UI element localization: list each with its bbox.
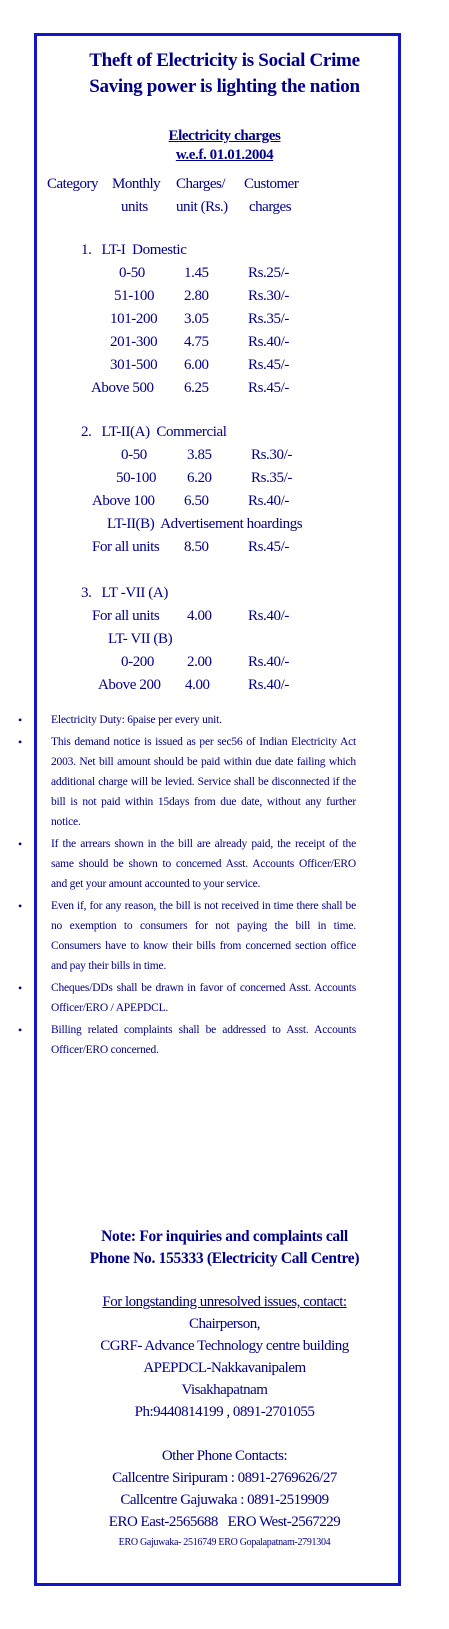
contact-line: Chairperson, bbox=[188, 1316, 261, 1332]
rate: 2.00 bbox=[187, 654, 212, 670]
rate: 6.50 bbox=[184, 493, 209, 509]
contact-line: ERO East-2565688 ERO West-2567229 bbox=[108, 1514, 341, 1530]
headline-line-1: Theft of Electricity is Social Crime bbox=[89, 50, 360, 71]
other-contacts-heading: Other Phone Contacts: bbox=[161, 1448, 288, 1464]
bullet-icon: • bbox=[18, 735, 23, 749]
rate: 2.80 bbox=[184, 288, 209, 304]
call-note-line-2: Phone No. 155333 (Electricity Call Centre) bbox=[89, 1250, 360, 1267]
headline-line-2: Saving power is lighting the nation bbox=[89, 76, 360, 97]
contact-line: Callcentre Gajuwaka : 0891-2519909 bbox=[120, 1492, 329, 1508]
contact-line: APEPDCL-Nakkavanipalem bbox=[143, 1360, 306, 1376]
note-item bbox=[16, 896, 356, 976]
note-text: If the arrears shown in the bill are already paid, the receipt of the same should be shown to concerned Asst. Accounts Officer/ERO and get your amount accounted to your service. bbox=[51, 838, 356, 890]
rate: 6.00 bbox=[184, 357, 209, 373]
group-subtitle: LT-II(B) Advertisement hoardings bbox=[107, 516, 303, 532]
customer-charge: Rs.40/- bbox=[248, 608, 289, 624]
header-customer-charges: charges bbox=[249, 199, 292, 215]
units: For all units bbox=[92, 608, 160, 624]
header-units: units bbox=[121, 199, 148, 215]
rate: 1.45 bbox=[184, 265, 209, 281]
group-subtitle: LT- VII (B) bbox=[108, 631, 173, 647]
units: Above 100 bbox=[92, 493, 155, 509]
contact-line: Visakhapatnam bbox=[181, 1382, 268, 1398]
note-item bbox=[16, 710, 356, 730]
note-item bbox=[16, 732, 356, 832]
rate: 6.25 bbox=[184, 380, 209, 396]
rate: 4.00 bbox=[185, 677, 210, 693]
units: Above 500 bbox=[91, 380, 154, 396]
rate: 3.85 bbox=[187, 447, 212, 463]
contact-line: CGRF- Advance Technology centre building bbox=[100, 1338, 349, 1354]
header-unit-rs: unit (Rs.) bbox=[176, 199, 228, 215]
group-title: 1. LT-I Domestic bbox=[81, 242, 187, 258]
rate: 6.20 bbox=[187, 470, 212, 486]
units: 50-100 bbox=[116, 470, 157, 486]
customer-charge: Rs.30/- bbox=[248, 288, 289, 304]
header-customer: Customer bbox=[244, 176, 299, 192]
customer-charge: Rs.35/- bbox=[251, 470, 292, 486]
rate: 4.00 bbox=[187, 608, 212, 624]
note-text: Billing related complaints shall be addressed to Asst. Accounts Officer/ERO concerned. bbox=[51, 1024, 356, 1056]
customer-charge: Rs.40/- bbox=[248, 654, 289, 670]
note-text: Cheques/DDs shall be drawn in favor of concerned Asst. Accounts Officer/ERO / APEPDCL. bbox=[51, 982, 356, 1014]
header-charges: Charges/ bbox=[176, 176, 226, 192]
bullet-icon: • bbox=[18, 713, 23, 727]
note-item bbox=[16, 834, 356, 894]
units: 201-300 bbox=[110, 334, 158, 350]
notes-list bbox=[16, 710, 356, 1062]
customer-charge: Rs.25/- bbox=[248, 265, 289, 281]
header-monthly: Monthly bbox=[112, 176, 161, 192]
bullet-icon: • bbox=[18, 981, 23, 995]
units: 0-50 bbox=[119, 265, 145, 281]
customer-charge: Rs.35/- bbox=[248, 311, 289, 327]
units: 51-100 bbox=[114, 288, 155, 304]
customer-charge: Rs.40/- bbox=[248, 677, 289, 693]
customer-charge: Rs.30/- bbox=[251, 447, 292, 463]
customer-charge: Rs.45/- bbox=[248, 539, 289, 555]
customer-charge: Rs.40/- bbox=[248, 334, 289, 350]
bullet-icon: • bbox=[18, 1023, 23, 1037]
group-title: 3. LT -VII (A) bbox=[81, 585, 168, 601]
rate: 3.05 bbox=[184, 311, 209, 327]
note-text: Electricity Duty: 6paise per every unit. bbox=[51, 714, 222, 726]
customer-charge: Rs.40/- bbox=[248, 493, 289, 509]
units: 101-200 bbox=[110, 311, 158, 327]
units: For all units bbox=[92, 539, 160, 555]
group-title: 2. LT-II(A) Commercial bbox=[81, 424, 227, 440]
rate: 4.75 bbox=[184, 334, 209, 350]
call-note-line-1: Note: For inquiries and complaints call bbox=[101, 1228, 348, 1245]
note-item bbox=[16, 1020, 356, 1060]
note-item bbox=[16, 978, 356, 1018]
units: 0-50 bbox=[121, 447, 147, 463]
charges-effective-date: w.e.f. 01.01.2004 bbox=[175, 147, 274, 163]
customer-charge: Rs.45/- bbox=[248, 357, 289, 373]
rate: 8.50 bbox=[184, 539, 209, 555]
contact-line: Ph:9440814199 , 0891-2701055 bbox=[134, 1404, 315, 1420]
contact-line: Callcentre Siripuram : 0891-2769626/27 bbox=[112, 1470, 337, 1486]
units: 301-500 bbox=[110, 357, 158, 373]
customer-charge: Rs.45/- bbox=[248, 380, 289, 396]
bullet-icon: • bbox=[18, 837, 23, 851]
units: Above 200 bbox=[98, 677, 161, 693]
contact-line-small: ERO Gajuwaka- 2516749 ERO Gopalapatnam-2791304 bbox=[118, 1537, 331, 1548]
note-text: This demand notice is issued as per sec56 of Indian Electricity Act 2003. Net bill amount should be paid within due date failing which additional charge will be levied. Service shall be disconnected if the bill is not paid within 15days from due date, without any further notice. bbox=[51, 736, 356, 828]
note-text: Even if, for any reason, the bill is not received in time there shall be no exemption to consumers for not paying the bill in time. Consumers have to know their bills from concerned section office and pay their bills in time. bbox=[51, 900, 356, 972]
units: 0-200 bbox=[121, 654, 154, 670]
header-category: Category bbox=[47, 176, 98, 192]
longstanding-heading: For longstanding unresolved issues, contact: bbox=[102, 1294, 347, 1310]
charges-title: Electricity charges bbox=[168, 128, 281, 144]
bullet-icon: • bbox=[18, 899, 23, 913]
